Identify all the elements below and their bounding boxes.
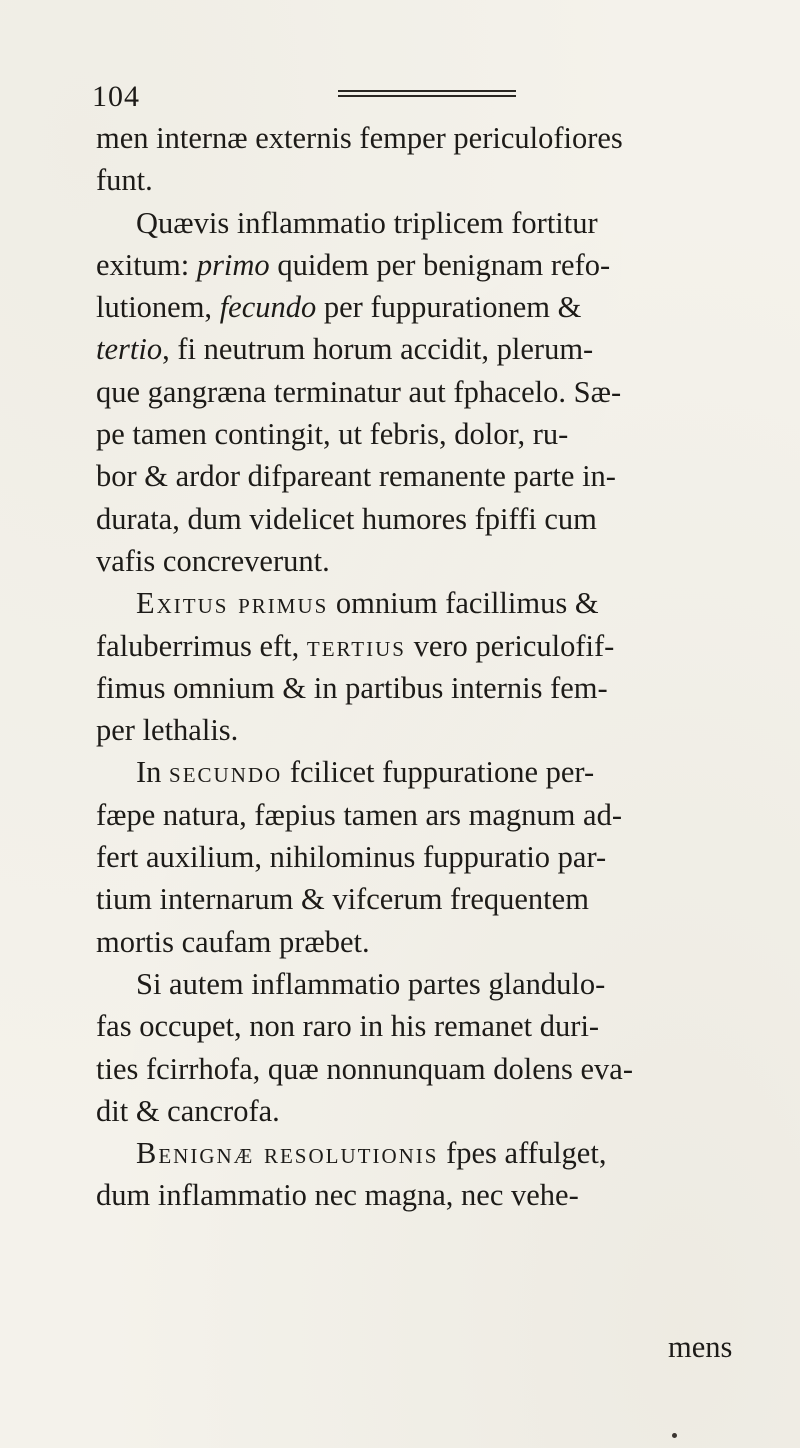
text-line	[96, 117, 736, 159]
text-segment: pe tamen contingit, ut febris, dolor, ru-	[96, 417, 569, 452]
text-segment: per lethalis.	[96, 713, 239, 748]
text-segment: exitum:	[96, 247, 197, 282]
text-segment: dum inflammatio nec magna, nec vehe-	[96, 1178, 579, 1213]
text-segment: mortis caufam præbet.	[96, 924, 370, 959]
text-line	[96, 202, 736, 244]
ink-speck	[672, 1433, 677, 1438]
text-segment: dit & cancrofa.	[96, 1093, 280, 1128]
text-segment: omnium facillimus &	[328, 586, 599, 621]
text-segment: Si autem inflammatio partes glandulo-	[136, 966, 606, 1001]
body-text	[96, 117, 736, 1217]
text-segment: men internæ externis femper periculofiores	[96, 121, 623, 155]
text-line	[96, 1132, 736, 1174]
text-line	[96, 836, 736, 878]
text-line	[96, 328, 736, 370]
text-line	[96, 286, 736, 328]
text-line	[96, 667, 736, 709]
italic-text: fecundo	[219, 290, 317, 325]
header-rule	[338, 90, 516, 100]
text-segment: tium internarum & vifcerum frequentem	[96, 882, 589, 917]
text-line	[96, 540, 736, 582]
text-segment: Quævis inflammatio triplicem fortitur	[136, 205, 598, 240]
page-number: 104	[92, 80, 140, 113]
text-line	[96, 921, 736, 963]
text-segment: ties fcirrhofa, quæ nonnunquam dolens eva-	[96, 1051, 633, 1086]
text-line	[96, 1048, 736, 1090]
text-line	[96, 751, 736, 793]
text-line	[96, 1090, 736, 1132]
text-segment: fert auxilium, nihilominus fuppuratio par-	[96, 840, 607, 875]
text-line	[96, 244, 736, 286]
text-segment: fas occupet, non raro in his remanet duri-	[96, 1009, 600, 1044]
text-line	[96, 413, 736, 455]
text-segment: lutionem,	[96, 290, 220, 325]
text-line	[96, 709, 736, 751]
small-caps-text: tertius	[306, 628, 406, 663]
text-line	[96, 625, 736, 667]
text-segment: per fuppurationem &	[316, 290, 582, 325]
small-caps-text: secundo	[169, 755, 283, 790]
text-line	[96, 498, 736, 540]
text-segment: fcilicet fuppuratione per-	[282, 755, 595, 790]
text-segment: funt.	[96, 163, 153, 198]
text-segment: fpes affulget,	[438, 1136, 607, 1171]
catchword: mens	[668, 1330, 733, 1364]
text-line	[96, 963, 736, 1005]
text-segment: bor & ardor difpareant remanente parte in-	[96, 459, 616, 494]
italic-text: primo	[196, 247, 270, 282]
text-line	[96, 878, 736, 920]
text-line	[96, 1005, 736, 1047]
text-segment: In	[136, 755, 170, 790]
text-segment: faluberrimus eft,	[96, 628, 307, 663]
text-segment: fæpe natura, fæpius tamen ars magnum ad-	[96, 797, 622, 832]
text-line	[96, 159, 736, 201]
text-segment: vafis concreverunt.	[96, 543, 330, 578]
text-line	[96, 1174, 736, 1216]
text-segment: , fi neutrum horum accidit, plerum-	[162, 332, 594, 367]
text-segment: durata, dum videlicet humores fpiffi cum	[96, 501, 597, 536]
italic-text: tertio	[96, 332, 163, 367]
text-line	[96, 455, 736, 497]
small-caps-text: Benignæ resolutionis	[136, 1136, 439, 1171]
small-caps-text: Exitus primus	[136, 586, 329, 621]
text-line	[96, 794, 736, 836]
text-segment: vero periculofif-	[405, 628, 615, 663]
text-segment: quidem per benignam refo-	[269, 247, 611, 282]
page-header	[0, 68, 800, 113]
text-segment: que gangræna terminatur aut fphacelo. Sæ-	[96, 374, 622, 409]
text-segment: fimus omnium & in partibus internis fem-	[96, 670, 608, 705]
text-line	[96, 582, 736, 624]
text-line	[96, 371, 736, 413]
